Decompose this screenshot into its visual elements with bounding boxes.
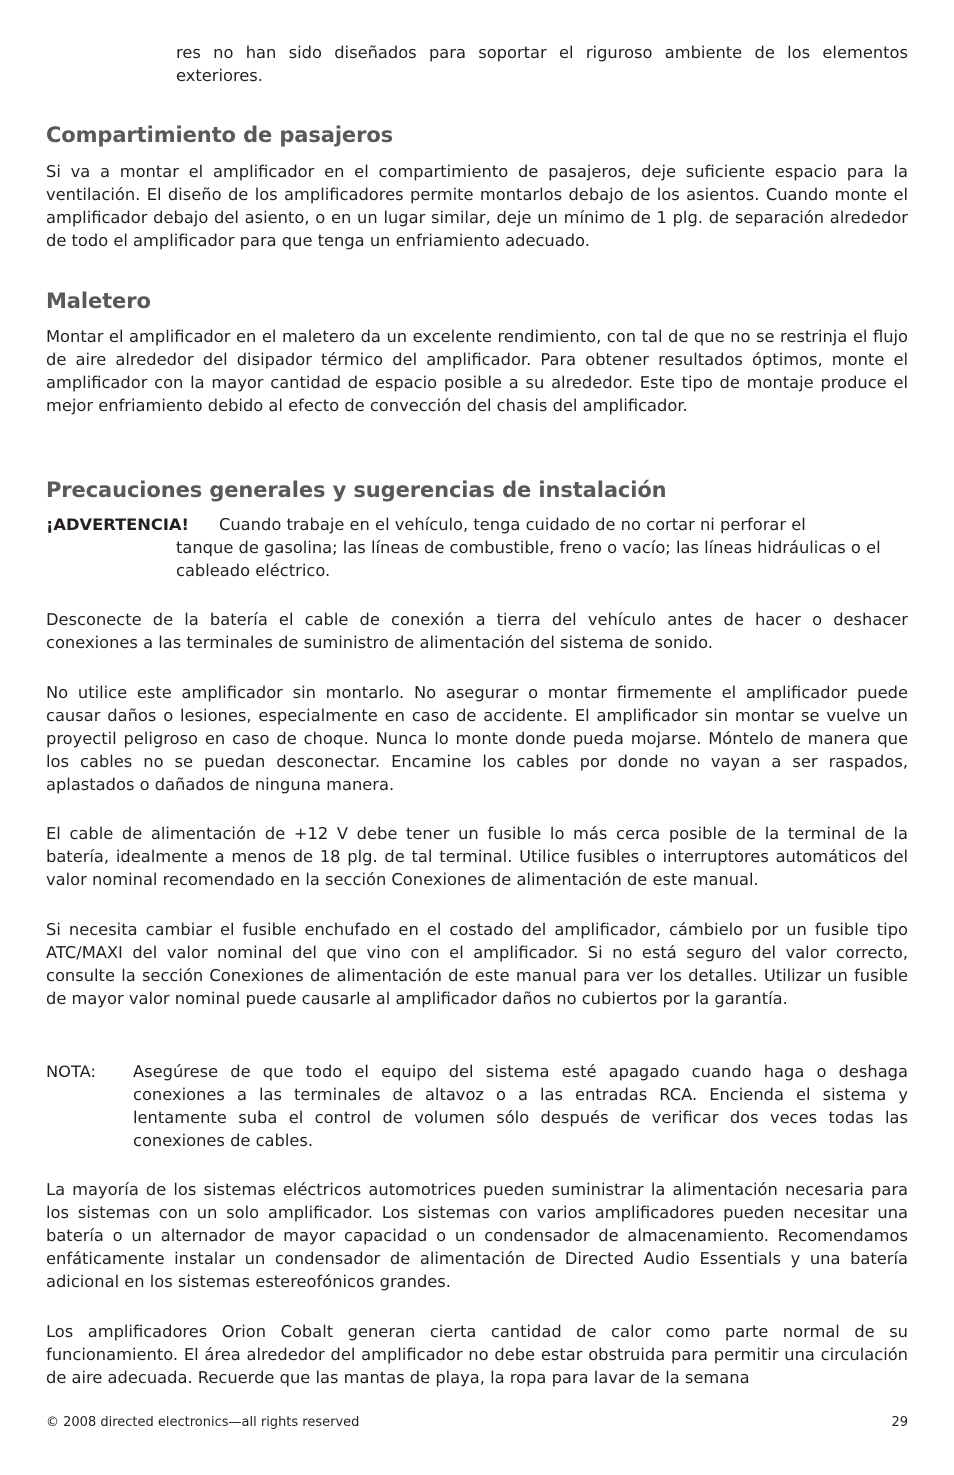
intro-continuation: res no han sido diseñados para soportar el riguroso ambiente de los elementos exteriores. bbox=[176, 43, 908, 85]
paragraph-heat: Los amplificadores Orion Cobalt generan cierta cantidad de calor como parte normal de su funcionamiento. El área alrededor del amplificador no debe estar obstruida para permitir una circulación de aire adecuada. Recuerde que las mantas de playa, la ropa para lavar de la semana bbox=[46, 1322, 908, 1387]
paragraph-fuse-replace: Si necesita cambiar el fusible enchufado en el costado del amplificador, cámbielo por un fusible tipo ATC/MAXI del valor nominal del que vino con el amplificador. Si no está seguro del valor correcto, consulte la sección Conexiones de alimentación de este manual para ver los detalles. Utilizar un fusible de mayor valor nominal puede causarle al amplificador daños no cubiertos por la garantía. bbox=[46, 920, 908, 1008]
passenger-body: Si va a montar el amplificador en el compartimiento de pasajeros, deje suficiente espacio para la ventilación. El diseño de los amplificadores permite montarlos debajo de los asientos. Cuando monte el amplificador debajo del asiento, o en un lugar similar, deje un mínimo de 1 plg. de separación alrededor de todo el amplificador para que tenga un enfriamiento adecuado. bbox=[46, 162, 908, 250]
paragraph-disconnect: Desconecte de la batería el cable de conexión a tierra del vehículo antes de hacer o deshacer conexiones a las terminales de suministro de alimentación del sistema de sonido. bbox=[46, 610, 908, 652]
section-title-trunk: Maletero bbox=[46, 289, 151, 313]
page-footer bbox=[46, 1414, 908, 1432]
note-label: NOTA: bbox=[46, 1062, 97, 1081]
section-title-passenger: Compartimiento de pasajeros bbox=[46, 123, 394, 147]
warning-text: tanque de gasolina; las líneas de combustible, freno o vacío; las líneas hidráulicas o el cableado eléctrico. bbox=[176, 538, 881, 580]
note-text: Asegúrese de que todo el equipo del sistema esté apagado cuando haga o deshaga conexiones a las terminales de altavoz o a las entradas RCA. Encienda el sistema y lentamente suba el control de volumen sólo después de verificar dos veces todas las conexiones de cables. bbox=[133, 1062, 908, 1150]
section-title-precautions: Precauciones generales y sugerencias de instalación bbox=[46, 478, 667, 502]
copyright-text: © 2008 directed electronics—all rights reserved bbox=[46, 1415, 360, 1430]
paragraph-electrical: La mayoría de los sistemas eléctricos automotrices pueden suministrar la alimentación necesaria para los sistemas con un solo amplificador. Los sistemas con varios amplificadores pueden necesitar una batería o un alternador de mayor capacidad o un condensador de almacenamiento. Recomendamos enfáticamente instalar un condensador de alimentación de Directed Audio Essentials y una batería adicional en los sistemas estereofónicos grandes. bbox=[46, 1180, 908, 1291]
warning-first-line: Cuando trabaje en el vehículo, tenga cuidado de no cortar ni perforar el bbox=[219, 515, 806, 534]
paragraph-mounting: No utilice este amplificador sin montarlo. No asegurar o montar firmemente el amplificador puede causar daños o lesiones, especialmente en caso de accidente. El amplificador sin montar se vuelve un proyectil peligroso en caso de choque. Nunca lo monte donde pueda mojarse. Móntelo de manera que los cables no se puedan desconectar. Encamine los cables por donde no vayan a ser raspados, aplastados o dañados de ninguna manera. bbox=[46, 683, 908, 794]
warning-label: ¡ADVERTENCIA! bbox=[46, 515, 189, 534]
paragraph-fuse-power: El cable de alimentación de +12 V debe tener un fusible lo más cerca posible de la terminal de la batería, idealmente a menos de 18 plg. de tal terminal. Utilice fusibles o interruptores automáticos del valor nominal recomendado en la sección Conexiones de alimentación de este manual. bbox=[46, 824, 908, 889]
trunk-body: Montar el amplificador en el maletero da un excelente rendimiento, con tal de que no se restrinja el flujo de aire alrededor del disipador térmico del amplificador. Para obtener resultados óptimos, monte el amplificador con la mayor cantidad de espacio posible a su alrededor. Este tipo de montaje produce el mejor enfriamiento debido al efecto de convección del chasis del amplificador. bbox=[46, 327, 908, 415]
page-number: 29 bbox=[891, 1415, 908, 1430]
